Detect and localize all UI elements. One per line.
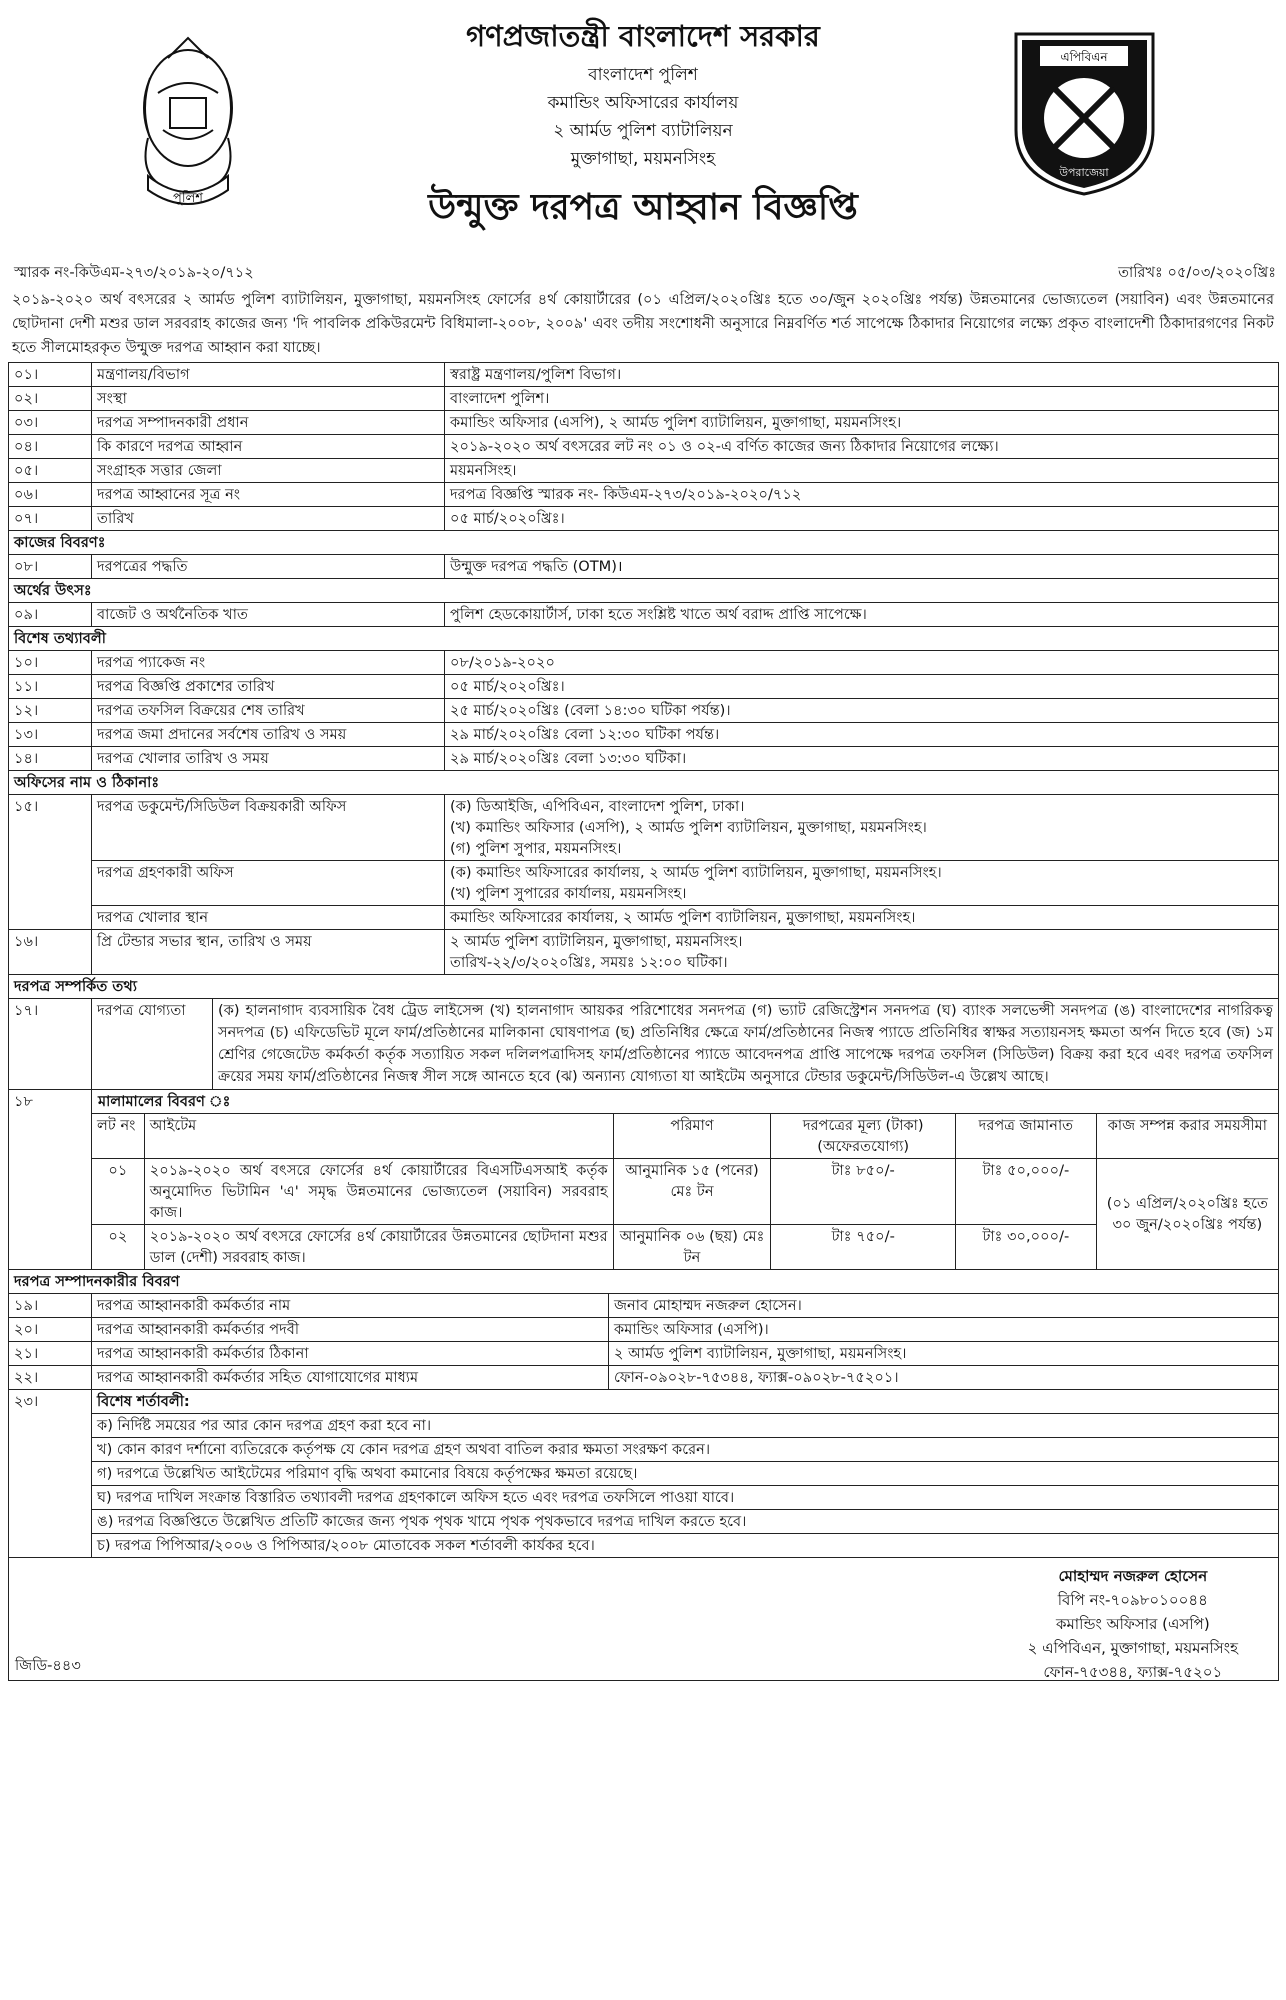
row-value: বাংলাদেশ পুলিশ।: [445, 387, 1279, 411]
row-label: দরপত্র খোলার স্থান: [92, 906, 445, 930]
receive-offices: [445, 861, 1279, 906]
row-value: কমান্ডিং অফিসার (এসপি)।: [609, 1318, 1279, 1342]
row-value: উন্মুক্ত দরপত্র পদ্ধতি (OTM)।: [445, 555, 1279, 579]
memo-ref: স্মারক নং-কিউএম-২৭৩/২০১৯-২০/৭১২: [14, 264, 254, 281]
section-tender-info-heading: দরপত্র সম্পর্কিত তথ্য: [9, 975, 1279, 999]
row-value: কমান্ডিং অফিসার (এসপি), ২ আর্মড পুলিশ ব্যাটালিয়ন, মুক্তাগাছা, ময়মনসিংহ।: [445, 411, 1279, 435]
row-no: ১৮: [9, 1090, 92, 1270]
tender-table: [8, 362, 1279, 1681]
apbn-shield-title: এপিবিএন: [1060, 50, 1108, 64]
receive-office-line: (খ) পুলিশ সুপারের কার্যালয়, ময়মনসিংহ।: [450, 885, 687, 902]
special-terms-title: বিশেষ শর্তাবলী:: [92, 1390, 1279, 1414]
row-value: ০৫ মার্চ/২০২০খ্রিঃ।: [445, 675, 1279, 699]
row-value: ফোন-০৯০২৮-৭৫৩৪৪, ফ্যাক্স-০৯০২৮-৭৫২০১।: [609, 1366, 1279, 1390]
row-no: ২২।: [9, 1366, 92, 1390]
row-no: ২০।: [9, 1318, 92, 1342]
special-term: ক) নির্দিষ্ট সময়ের পর আর কোন দরপত্র গ্রহণ করা হবে না।: [92, 1414, 1279, 1438]
row-label: দরপত্র আহ্বানকারী কর্মকর্তার পদবী: [92, 1318, 609, 1342]
row-value: দরপত্র বিজ্ঞপ্তি স্মারক নং- কিউএম-২৭৩/২০১৯-২০২০/৭১২: [445, 483, 1279, 507]
row-label: প্রি টেন্ডার সভার স্থান, তারিখ ও সময়: [92, 930, 445, 975]
row-value: ২৯ মার্চ/২০২০খ্রিঃ বেলা ১৩:৩০ ঘটিকা।: [445, 747, 1279, 771]
item-desc: ২০১৯-২০২০ অর্থ বৎসরে ফোর্সের ৪র্থ কোয়ার্টারের উন্নতমানের ছোটদানা মশুর ডাল (দেশী) সরবরাহ কাজ।: [144, 1225, 613, 1270]
row-label: দরপত্র জমা প্রদানের সর্বশেষ তারিখ ও সময়: [92, 723, 445, 747]
eligibility-cell: [92, 999, 1279, 1090]
section-fund-heading: অর্থের উৎসঃ: [9, 579, 1279, 603]
signatory-bp: বিপি নং-৭০৯৮০১০০৪৪: [1057, 1591, 1208, 1609]
lot-no: ০১: [92, 1159, 144, 1225]
item-security: টাঃ ৫০,০০০/-: [956, 1159, 1097, 1225]
government-title: গণপ্রজাতন্ত্রী বাংলাদেশ সরকার: [466, 19, 820, 53]
pretender-line: তারিখ-২২/৩/২০২০খ্রিঃ, সময়ঃ ১২:০০ ঘটিকা।: [450, 954, 728, 971]
row-no: ০৮।: [9, 555, 92, 579]
col-header-item: আইটেম: [144, 1114, 613, 1159]
row-value: স্বরাষ্ট্র মন্ত্রণালয়/পুলিশ বিভাগ।: [445, 363, 1279, 387]
item-desc: ২০১৯-২০২০ অর্থ বৎসরে ফোর্সের ৪র্থ কোয়ার্টারের বিএসটিএসআই কর্তৃক অনুমোদিত ভিটামিন 'এ' সমৃদ্ধ উন্নতমানের ভোজ্যতেল (সয়াবিন) সরবরাহ কাজ।: [144, 1159, 613, 1225]
col-header-qty: পরিমাণ: [613, 1114, 771, 1159]
row-no: ০৯।: [9, 603, 92, 627]
signature-block: [9, 1558, 1279, 1681]
col-header-price: দরপত্রের মূল্য (টাকা) (অফেরতযোগ্য): [771, 1114, 956, 1159]
row-label: দরপত্র যোগ্যতা: [92, 999, 213, 1089]
special-term: চ) দরপত্র পিপিআর/২০০৬ ও পিপিআর/২০০৮ মোতাবেক সকল শর্তাবলী কার্যকর হবে।: [92, 1534, 1279, 1558]
row-label: সংগ্রাহক সত্তার জেলা: [92, 459, 445, 483]
row-label: দরপত্রের পদ্ধতি: [92, 555, 445, 579]
intro-paragraph: ২০১৯-২০২০ অর্থ বৎসরের ২ আর্মড পুলিশ ব্যাটালিয়ন, মুক্তাগাছা, ময়মনসিংহ ফোর্সের ৪র্থ কোয়ার্টারের (০১ এপ্রিল/২০২০খ্রিঃ হতে ৩০/জুন ২০২০খ্রিঃ পর্যন্ত) উন্নতমানের ভোজ্যতেল (সয়াবিন) এবং উন্নতমানের ছোটদানা দেশী মশুর ডাল সরবরাহ কাজের জন্য 'দি পাবলিক প্রকিউরমেন্ট বিধিমালা-২০০৮, ২০০৯' এবং তদীয় সংশোধনী অনুসারে নিম্নবর্ণিত শর্ত সাপেক্ষে ঠিকাদার নিয়োগের লক্ষ্যে প্রকৃত বাংলাদেশী ঠিকাদারগণের নিকট হতে সীলমোহরকৃত উন্মুক্ত দরপত্র আহ্বান করা যাচ্ছে।: [12, 291, 1274, 356]
row-no: ১১।: [9, 675, 92, 699]
row-value: কমান্ডিং অফিসারের কার্যালয়, ২ আর্মড পুলিশ ব্যাটালিয়ন, মুক্তাগাছা, ময়মনসিংহ।: [445, 906, 1279, 930]
row-value: ২৫ মার্চ/২০২০খ্রিঃ (বেলা ১৪:৩০ ঘটিকা পর্যন্ত)।: [445, 699, 1279, 723]
row-label: সংস্থা: [92, 387, 445, 411]
pretender-line: ২ আর্মড পুলিশ ব্যাটালিয়ন, মুক্তাগাছা, ময়মনসিংহ।: [450, 933, 743, 950]
row-no: ১৩।: [9, 723, 92, 747]
row-value: ময়মনসিংহ।: [445, 459, 1279, 483]
goods-table: [92, 1114, 1278, 1269]
row-value: ০৮/২০১৯-২০২০: [445, 651, 1279, 675]
lot-no: ০২: [92, 1225, 144, 1270]
gd-number: জিডি-৪৪৩: [15, 1657, 81, 1674]
item-security: টাঃ ৩০,০০০/-: [956, 1225, 1097, 1270]
row-label: দরপত্র তফসিল বিক্রয়ের শেষ তারিখ: [92, 699, 445, 723]
sell-office-line: (খ) কমান্ডিং অফিসার (এসপি), ২ আর্মড পুলিশ ব্যাটালিয়ন, মুক্তাগাছা, ময়মনসিংহ।: [450, 819, 927, 836]
row-no: ১০।: [9, 651, 92, 675]
apbn-shield-motto: উপরাজেয়া: [1059, 166, 1109, 179]
row-label: মন্ত্রণালয়/বিভাগ: [92, 363, 445, 387]
memo-date: তারিখঃ ০৫/০৩/২০২০খ্রিঃ: [1118, 264, 1276, 281]
row-no: ১৬।: [9, 930, 92, 975]
section-office-heading: অফিসের নাম ও ঠিকানাঃ: [9, 771, 1279, 795]
row-no: ০৪।: [9, 435, 92, 459]
row-no: ০৭।: [9, 507, 92, 531]
row-no: ০৬।: [9, 483, 92, 507]
row-no: ১২।: [9, 699, 92, 723]
row-no: ০৫।: [9, 459, 92, 483]
row-no: ১৯।: [9, 1294, 92, 1318]
row-label: দরপত্র আহ্বানকারী কর্মকর্তার সহিত যোগাযোগের মাধ্যম: [92, 1366, 609, 1390]
signatory-unit: ২ এপিবিএন, মুক্তাগাছা, ময়মনসিংহ: [1027, 1639, 1238, 1657]
pretender-meeting: [445, 930, 1279, 975]
row-label: বাজেট ও অর্থনৈতিক খাত: [92, 603, 445, 627]
row-no: ১৪।: [9, 747, 92, 771]
row-no: ২৩।: [9, 1390, 92, 1558]
sell-offices: [445, 795, 1279, 861]
section-special-heading: বিশেষ তথ্যাবলী: [9, 627, 1279, 651]
row-no: ১৭।: [9, 999, 92, 1090]
signatory-designation: কমান্ডিং অফিসার (এসপি): [1055, 1615, 1210, 1633]
police-emblem-label: পুলিশ: [173, 191, 203, 206]
section-work-heading: কাজের বিবরণঃ: [9, 531, 1279, 555]
item-price: টাঃ ৭৫০/-: [771, 1225, 956, 1270]
row-label: দরপত্র সম্পাদনকারী প্রধান: [92, 411, 445, 435]
col-header-time: কাজ সম্পন্ন করার সময়সীমা: [1096, 1114, 1278, 1159]
row-no: ০২।: [9, 387, 92, 411]
item-qty: আনুমানিক ০৬ (ছয়) মেঃ টন: [613, 1225, 771, 1270]
office-title: কমান্ডিং অফিসারের কার্যালয়: [547, 93, 739, 113]
battalion-title: ২ আর্মড পুলিশ ব্যাটালিয়ন: [553, 121, 733, 141]
row-label: দরপত্র প্যাকেজ নং: [92, 651, 445, 675]
special-term: খ) কোন কারণ দর্শানো ব্যতিরেকে কর্তৃপক্ষ যে কোন দরপত্র গ্রহণ অথবা বাতিল করার ক্ষমতা সংরক্ষণ করেন।: [92, 1438, 1279, 1462]
row-no: ০১।: [9, 363, 92, 387]
row-label: দরপত্র আহ্বানকারী কর্মকর্তার নাম: [92, 1294, 609, 1318]
item-qty: আনুমানিক ১৫ (পনের) মেঃ টন: [613, 1159, 771, 1225]
row-label: তারিখ: [92, 507, 445, 531]
row-no: ২১।: [9, 1342, 92, 1366]
row-label: দরপত্র আহ্বানের সূত্র নং: [92, 483, 445, 507]
col-header-security: দরপত্র জামানাত: [956, 1114, 1097, 1159]
row-value: ০৫ মার্চ/২০২০খ্রিঃ।: [445, 507, 1279, 531]
sell-office-line: (গ) পুলিশ সুপার, ময়মনসিংহ।: [450, 840, 622, 857]
rows-a: [9, 363, 1279, 531]
signatory-contact: ফোন-৭৫৩৪৪, ফ্যাক্স-৭৫২০১: [1043, 1663, 1223, 1681]
special-term: ঙ) দরপত্র বিজ্ঞপ্তিতে উল্লেখিত প্রতিটি কাজের জন্য পৃথক পৃথক খামে পৃথক পৃথকভাবে দরপত্র দাখিল করতে হবে।: [92, 1510, 1279, 1534]
receive-office-line: (ক) কমান্ডিং অফিসারের কার্যালয়, ২ আর্মড পুলিশ ব্যাটালিয়ন, মুক্তাগাছা, ময়মনসিংহ।: [450, 864, 942, 881]
notice-title: উন্মুক্ত দরপত্র আহ্বান বিজ্ঞপ্তি: [428, 187, 858, 228]
signatory-name: মোহাম্মদ নজরুল হোসেন: [1058, 1567, 1208, 1585]
row-label: দরপত্র ডকুমেন্ট/সিডিউল বিক্রয়কারী অফিস: [92, 795, 445, 861]
row-label: দরপত্র আহ্বানকারী কর্মকর্তার ঠিকানা: [92, 1342, 609, 1366]
row-label: দরপত্র খোলার তারিখ ও সময়: [92, 747, 445, 771]
goods-cell: [92, 1090, 1279, 1270]
section-officer-heading: দরপত্র সম্পাদনকারীর বিবরণ: [9, 1270, 1279, 1294]
item-time: (০১ এপ্রিল/২০২০খ্রিঃ হতে ৩০ জুন/২০২০খ্রিঃ পর্যন্ত): [1096, 1159, 1278, 1270]
row-label: দরপত্র গ্রহণকারী অফিস: [92, 861, 445, 906]
sell-office-line: (ক) ডিআইজি, এপিবিএন, বাংলাদেশ পুলিশ, ঢাকা।: [450, 798, 745, 815]
row-value: পুলিশ হেডকোয়ার্টার্স, ঢাকা হতে সংশ্লিষ্ট খাতে অর্থ বরাদ্দ প্রাপ্তি সাপেক্ষে।: [445, 603, 1279, 627]
item-price: টাঃ ৮৫০/-: [771, 1159, 956, 1225]
row-no: ০৩।: [9, 411, 92, 435]
signature-lines: [1028, 1564, 1238, 1684]
row-value: ২৯ মার্চ/২০২০খ্রিঃ বেলা ১২:৩০ ঘটিকা পর্যন্ত।: [445, 723, 1279, 747]
row-label: দরপত্র বিজ্ঞপ্তি প্রকাশের তারিখ: [92, 675, 445, 699]
goods-title: মালামালের বিবরণ ঃ: [92, 1090, 1278, 1114]
row-value: জনাব মোহাম্মদ নজরুল হোসেন।: [609, 1294, 1279, 1318]
eligibility-text: (ক) হালনাগাদ ব্যবসায়িক বৈধ ট্রেড লাইসেন্স (খ) হালনাগাদ আয়কর পরিশোধের সনদপত্র (গ) ভ্যাট রেজিস্ট্রেশন সনদপত্র (ঘ) ব্যাংক সলভেন্সী সনদপত্র (ঙ) বাংলাদেশের নাগরিকত্ব সনদপত্র (চ) এফিডেভিট মূলে ফার্ম/প্রতিষ্ঠানের মালিকানা ঘোষণাপত্র (ছ) প্রতিনিধির ক্ষেত্রে ফার্ম/প্রতিষ্ঠানের নিজস্ব প্যাডে প্রতিনিধির স্বাক্ষর সত্যায়নসহ ক্ষমতা অর্পন দিতে হবে (জ) ১ম শ্রেণির গেজেটেড কর্মকর্তা কর্তৃক সত্যায়িত সকল দলিলপত্রাদিসহ ফার্ম/প্রতিষ্ঠানের প্যাডে আবেদনপত্র প্রাপ্তি সাপেক্ষে দরপত্র তফসিল (সিডিউল) বিক্রয় করা হবে এবং দরপত্র তফসিল ক্রয়ের সময় ফার্ম/প্রতিষ্ঠানের নিজস্ব সীল সঙ্গে আনতে হবে (ঝ) অন্যান্য যোগ্যতা যা আইটেম অনুসারে টেন্ডার ডকুমেন্ট/সিডিউল-এ উল্লেখ আছে।: [218, 1002, 1273, 1085]
location-title: মুক্তাগাছা, ময়মনসিংহ: [570, 149, 716, 169]
special-term: ঘ) দরপত্র দাখিল সংক্রান্ত বিস্তারিত তথ্যাবলী দরপত্র গ্রহণকালে অফিস হতে এবং দরপত্র তফসিলে পাওয়া যাবে।: [92, 1486, 1279, 1510]
special-term: গ) দরপত্রে উল্লেখিত আইটেমের পরিমাণ বৃদ্ধি অথবা কমানোর বিষয়ে কর্তৃপক্ষের ক্ষমতা রয়েছে।: [92, 1462, 1279, 1486]
row-no: ১৫।: [9, 795, 92, 930]
row-value: ২ আর্মড পুলিশ ব্যাটালিয়ন, মুক্তাগাছা, ময়মনসিংহ।: [609, 1342, 1279, 1366]
row-value: ২০১৯-২০২০ অর্থ বৎসরের লট নং ০১ ও ০২-এ বর্ণিত কাজের জন্য ঠিকাদার নিয়োগের লক্ষ্যে।: [445, 435, 1279, 459]
col-header-lot: লট নং: [92, 1114, 144, 1159]
row-label: কি কারণে দরপত্র আহ্বান: [92, 435, 445, 459]
police-title: বাংলাদেশ পুলিশ: [588, 65, 698, 85]
